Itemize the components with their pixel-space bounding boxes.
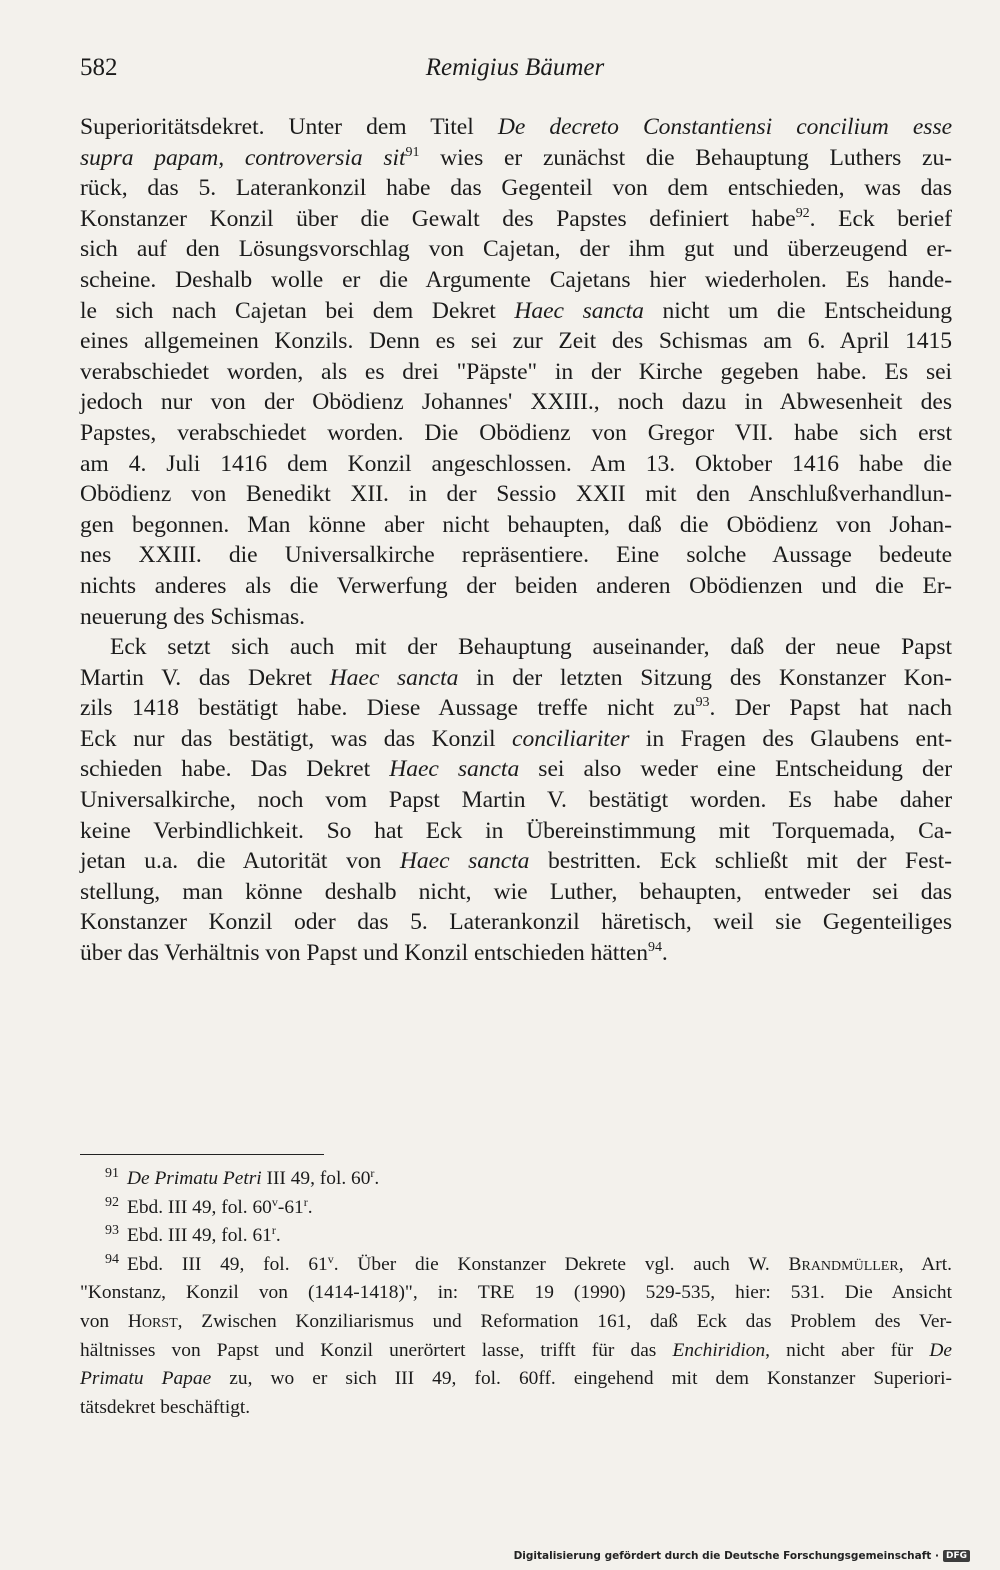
footnote-line: hältnisses von Papst und Konzil unerörtert lasse, trifft für das Enchiridion, nicht aber für De [80, 1339, 952, 1361]
dfg-logo-icon: DFG [943, 1550, 970, 1562]
running-title: Remigius Bäumer [425, 54, 605, 81]
text-line: über das Verhältnis von Papst und Konzil entschieden hätten$^{94}$. [80, 940, 668, 967]
text-line: rück, das 5. Laterankonzil habe das Gegenteil von dem entschieden, was das [80, 175, 952, 202]
text-line: jetan u.a. die Autorität von Haec sancta bestritten. Eck schließt mit der Fest- [80, 848, 952, 875]
text-line: Eck setzt sich auch mit der Behauptung auseinander, daß der neue Papst [110, 634, 952, 661]
author-name: Brandmüller [788, 1253, 899, 1275]
footnote-line: tätsdekret beschäftigt. [80, 1396, 251, 1418]
text-line: Papstes, verabschiedet worden. Die Obödienz von Gregor VII. habe sich erst [80, 419, 952, 446]
text-line: le sich nach Cajetan bei dem Dekret Haec sancta nicht um die Entscheidung [80, 297, 952, 324]
footnote-number: 94 [105, 1251, 119, 1267]
footnote-number: 93 [105, 1223, 119, 1239]
footnote-94: $^{94}$ Ebd. III 49, fol. 61$^v$. Über die Konstanzer Dekrete vgl. auch W. Brandmüller, Art. [105, 1251, 952, 1275]
text-line: Superioritätsdekret. Unter dem Titel De decreto Constantiensi concilium esse [80, 114, 952, 140]
digitization-credit [514, 1550, 970, 1562]
text-line: Eck nur das bestätigt, was das Konzil conciliariter in Fragen des Glaubens ent- [80, 725, 953, 752]
text-line: scheine. Deshalb wolle er die Argumente Cajetans hier wiederholen. Es hande- [80, 266, 952, 293]
text-line: Konstanzer Konzil oder das 5. Laterankonzil häretisch, weil sie Gegenteiliges [80, 909, 952, 936]
text-line: Martin V. das Dekret Haec sancta in der letzten Sitzung des Konstanzer Kon- [80, 664, 952, 691]
footnote-ref[interactable]: 93 [695, 695, 710, 711]
footnote-number: 91 [105, 1166, 119, 1181]
text-line: stellung, man könne deshalb nicht, wie Luther, behaupten, entweder sei das [80, 878, 952, 905]
footnote-line: Primatu Papae zu, wo er sich III 49, fol. 60ff. eingehend mit dem Konstanzer Superiori- [80, 1368, 952, 1390]
footnote-divider [80, 1154, 324, 1155]
footnote-number: 92 [105, 1194, 119, 1210]
text-line: jedoch nur von der Obödienz Johannes' XXIII., noch dazu in Abwesenheit des [80, 389, 952, 416]
text-line: eines allgemeinen Konzils. Denn es sei zur Zeit des Schismas am 6. April 1415 [80, 328, 952, 355]
text-line: gen begonnen. Man könne aber nicht behaupten, daß die Obödienz von Johan- [80, 511, 952, 538]
page-number: 582 [80, 54, 118, 81]
text-line: am 4. Juli 1416 dem Konzil angeschlossen. Am 13. Oktober 1416 habe die [80, 450, 952, 477]
text-line: keine Verbindlichkeit. So hat Eck in Übereinstimmung mit Torquemada, Ca- [80, 817, 952, 844]
text-line: zils 1418 bestätigt habe. Diese Aussage treffe nicht zu$^{93}$. Der Papst hat nach [80, 695, 952, 722]
text-line: verabschiedet worden, als es drei "Päpste" in der Kirche gegeben habe. Es sei [80, 358, 952, 385]
footnote-line: "Konstanz, Konzil von (1414-1418)", in: TRE 19 (1990) 529-535, hier: 531. Die Ansicht [80, 1282, 952, 1304]
text-line: nichts anderes als die Verwerfung der beiden anderen Obödienzen und die Er- [80, 572, 952, 599]
text-line: Universalkirche, noch vom Papst Martin V. bestätigt worden. Es habe daher [80, 787, 952, 814]
footnote-91: $^{91}$ De Primatu Petri III 49, fol. 60$^r$. [105, 1166, 380, 1189]
footnote-line: von Horst, Zwischen Konziliarismus und Reformation 161, daß Eck das Problem des Ver- [80, 1310, 953, 1332]
footnote-92: $^{92}$ Ebd. III 49, fol. 60$^v$-61$^r$. [105, 1194, 313, 1218]
text-line: neuerung des Schismas. [80, 603, 305, 630]
text-line: schieden habe. Das Dekret Haec sancta sei also weder eine Entscheidung der [80, 756, 952, 783]
text-line: Obödienz von Benedikt XII. in der Sessio XXII mit den Anschlußverhandlun- [80, 481, 952, 508]
footnote-93: $^{93}$ Ebd. III 49, fol. 61$^r$. [105, 1223, 281, 1247]
text-line: supra papam, controversia sit$^{91}$ wies er zunächst die Behauptung Luthers zu- [80, 144, 952, 171]
footnotes [80, 1165, 952, 1422]
credit-text: Digitalisierung gefördert durch die Deutsche Forschungsgemeinschaft · [513, 1550, 939, 1562]
author-name: Horst [127, 1310, 178, 1332]
text-line: nes XXIII. die Universalkirche repräsentiere. Eine solche Aussage bedeute [80, 542, 952, 569]
footnote-ref[interactable]: 91 [405, 144, 420, 160]
text-line: sich auf den Lösungsvorschlag von Cajetan, der ihm gut und überzeugend er- [80, 236, 952, 263]
text-line: Konstanzer Konzil über die Gewalt des Papstes definiert habe$^{92}$. Eck berief [80, 205, 952, 232]
running-head [78, 54, 952, 90]
body-text [80, 112, 952, 969]
footnote-ref[interactable]: 92 [795, 205, 810, 221]
footnote-ref[interactable]: 94 [648, 940, 662, 956]
